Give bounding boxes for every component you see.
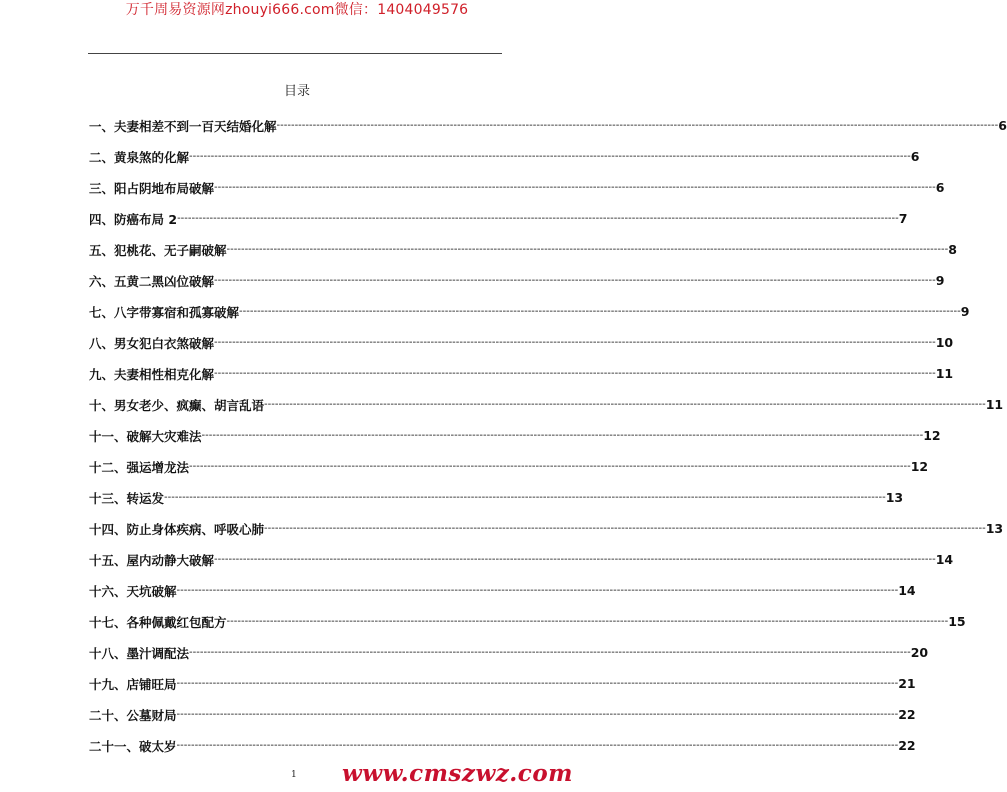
toc-entry[interactable] (89, 451, 929, 482)
toc-entry-page: 11 (935, 366, 954, 381)
toc-title: 目录 (283, 84, 310, 99)
toc-entry-page: 7 (898, 211, 908, 226)
toc-entry-label: 各种佩戴红包配方 (126, 614, 227, 630)
toc-entry-page: 9 (960, 304, 970, 319)
toc-entry[interactable] (89, 668, 916, 699)
toc-entry-page: 21 (898, 676, 916, 691)
toc-entry-label: 店铺旺局 (126, 676, 177, 692)
toc-entry[interactable] (89, 637, 929, 668)
toc-entry-number: 十一、 (89, 428, 127, 444)
toc-entry-number: 十、 (89, 397, 115, 413)
toc-entry-page: 6 (998, 118, 1007, 133)
toc-dot-leader: -------------------------------------------------------------------------------------------------------------------------------------------------------------------------------------------------------- (164, 491, 886, 503)
toc-entry-number: 十三、 (89, 490, 127, 506)
toc-entry-page: 6 (910, 149, 920, 164)
toc-entry-number: 四、 (89, 211, 115, 227)
toc-entry-page: 12 (923, 428, 941, 443)
toc-entry-number: 七、 (89, 304, 115, 320)
toc-entry[interactable] (89, 203, 908, 234)
toc-dot-leader: -------------------------------------------------------------------------------------------------------------------------------------------------------------------------------------------------------- (226, 243, 949, 255)
toc-entry-label: 男女犯白衣煞破解 (114, 335, 215, 351)
toc-entry-number: 十七、 (89, 614, 127, 630)
toc-entry[interactable] (89, 575, 916, 606)
top-watermark: 万千周易资源网zhouyi666.com微信：1404049576 (125, 2, 469, 18)
toc-entry-label: 破解大灾难法 (126, 428, 202, 444)
toc-entry[interactable] (89, 606, 966, 637)
toc-entry-number: 十四、 (89, 521, 127, 537)
toc-entry-page: 6 (935, 180, 945, 195)
toc-entry[interactable] (89, 110, 1007, 141)
toc-dot-leader: -------------------------------------------------------------------------------------------------------------------------------------------------------------------------------------------------------- (189, 150, 911, 162)
toc-entry-number: 十八、 (89, 645, 127, 661)
toc-entry-label: 防癌布局 2 (114, 211, 178, 227)
toc-entry-number: 五、 (89, 242, 115, 258)
page-number: 1 (291, 770, 297, 780)
toc-entry-page: 20 (910, 645, 929, 660)
toc-dot-leader: -------------------------------------------------------------------------------------------------------------------------------------------------------------------------------------------------------- (214, 274, 936, 286)
toc-entry-label: 公墓财局 (126, 707, 177, 723)
toc-entry-number: 八、 (89, 335, 115, 351)
toc-entry-number: 二、 (89, 149, 115, 165)
toc-entry[interactable] (89, 172, 945, 203)
toc-entry-label: 天坑破解 (126, 583, 177, 599)
toc-dot-leader: -------------------------------------------------------------------------------------------------------------------------------------------------------------------------------------------------------- (189, 460, 911, 472)
toc-dot-leader: -------------------------------------------------------------------------------------------------------------------------------------------------------------------------------------------------------- (214, 553, 936, 565)
toc-entry[interactable] (89, 265, 945, 296)
toc-entry-label: 夫妻相差不到一百天结婚化解 (114, 118, 277, 134)
toc-dot-leader: -------------------------------------------------------------------------------------------------------------------------------------------------------------------------------------------------------- (177, 212, 899, 224)
toc-entry-number: 十九、 (89, 676, 127, 692)
toc-entry-page: 13 (985, 521, 1004, 536)
toc-entry-page: 22 (898, 707, 916, 722)
bottom-watermark: www.cmszwz.com (342, 760, 573, 787)
toc-entry-label: 转运发 (126, 490, 165, 506)
toc-entry-label: 墨汁调配法 (126, 645, 190, 661)
toc-entry-number: 一、 (89, 118, 115, 134)
toc-entry-label: 强运增龙法 (126, 459, 190, 475)
toc-entry-label: 黄泉煞的化解 (114, 149, 190, 165)
toc-entry[interactable] (89, 358, 954, 389)
toc-entry[interactable] (89, 327, 954, 358)
toc-dot-leader: -------------------------------------------------------------------------------------------------------------------------------------------------------------------------------------------------------- (214, 336, 936, 348)
toc-entry[interactable] (89, 420, 941, 451)
toc-dot-leader: -------------------------------------------------------------------------------------------------------------------------------------------------------------------------------------------------------- (276, 119, 999, 131)
toc-dot-leader: -------------------------------------------------------------------------------------------------------------------------------------------------------------------------------------------------------- (189, 646, 911, 658)
toc-entry-number: 十六、 (89, 583, 127, 599)
toc-entry-number: 二十、 (89, 707, 127, 723)
toc-entry-number: 二十一、 (89, 738, 140, 754)
toc-entry-page: 15 (948, 614, 966, 629)
toc-entry-label: 八字带寡宿和孤寡破解 (114, 304, 240, 320)
toc-dot-leader: -------------------------------------------------------------------------------------------------------------------------------------------------------------------------------------------------------- (176, 677, 899, 689)
toc-dot-leader: -------------------------------------------------------------------------------------------------------------------------------------------------------------------------------------------------------- (201, 429, 924, 441)
toc-entry-page: 14 (898, 583, 916, 598)
toc-dot-leader: -------------------------------------------------------------------------------------------------------------------------------------------------------------------------------------------------------- (176, 739, 899, 751)
toc-entry-label: 屋内动静大破解 (126, 552, 215, 568)
toc-entry[interactable] (89, 482, 904, 513)
toc-entry-label: 阳占阴地布局破解 (114, 180, 215, 196)
toc-entry-number: 三、 (89, 180, 115, 196)
toc-entry[interactable] (89, 234, 957, 265)
toc-entry[interactable] (89, 513, 1004, 544)
toc-dot-leader: -------------------------------------------------------------------------------------------------------------------------------------------------------------------------------------------------------- (214, 367, 936, 379)
toc-entry-number: 九、 (89, 366, 115, 382)
toc-dot-leader: -------------------------------------------------------------------------------------------------------------------------------------------------------------------------------------------------------- (239, 305, 961, 317)
toc-entry-label: 五黄二黑凶位破解 (114, 273, 215, 289)
toc-entry-number: 十二、 (89, 459, 127, 475)
toc-entry-label: 夫妻相性相克化解 (114, 366, 215, 382)
toc-entry-label: 破太岁 (139, 738, 177, 754)
toc-entry-page: 9 (935, 273, 945, 288)
toc-dot-leader: -------------------------------------------------------------------------------------------------------------------------------------------------------------------------------------------------------- (214, 181, 936, 193)
table-of-contents (89, 110, 1007, 761)
toc-entry[interactable] (89, 141, 920, 172)
toc-entry-label: 犯桃花、无子嗣破解 (114, 242, 227, 258)
toc-entry-page: 10 (935, 335, 954, 350)
toc-entry[interactable] (89, 544, 954, 575)
toc-entry[interactable] (89, 699, 916, 730)
toc-entry-page: 11 (985, 397, 1004, 412)
toc-dot-leader: -------------------------------------------------------------------------------------------------------------------------------------------------------------------------------------------------------- (176, 584, 899, 596)
toc-dot-leader: -------------------------------------------------------------------------------------------------------------------------------------------------------------------------------------------------------- (176, 708, 899, 720)
toc-dot-leader: -------------------------------------------------------------------------------------------------------------------------------------------------------------------------------------------------------- (226, 615, 949, 627)
toc-entry[interactable] (89, 296, 970, 327)
toc-dot-leader: -------------------------------------------------------------------------------------------------------------------------------------------------------------------------------------------------------- (264, 398, 986, 410)
toc-entry[interactable] (89, 730, 916, 761)
toc-entry-page: 8 (948, 242, 957, 257)
toc-entry-number: 十五、 (89, 552, 127, 568)
toc-entry-number: 六、 (89, 273, 115, 289)
toc-entry-page: 22 (898, 738, 916, 753)
toc-entry-label: 男女老少、疯癫、胡言乱语 (114, 397, 265, 413)
toc-dot-leader: -------------------------------------------------------------------------------------------------------------------------------------------------------------------------------------------------------- (264, 522, 986, 534)
toc-entry-page: 14 (935, 552, 954, 567)
header-rule (88, 53, 502, 54)
toc-entry-page: 12 (910, 459, 929, 474)
toc-entry[interactable] (89, 389, 1004, 420)
toc-entry-page: 13 (885, 490, 904, 505)
toc-entry-label: 防止身体疾病、呼吸心肺 (126, 521, 265, 537)
